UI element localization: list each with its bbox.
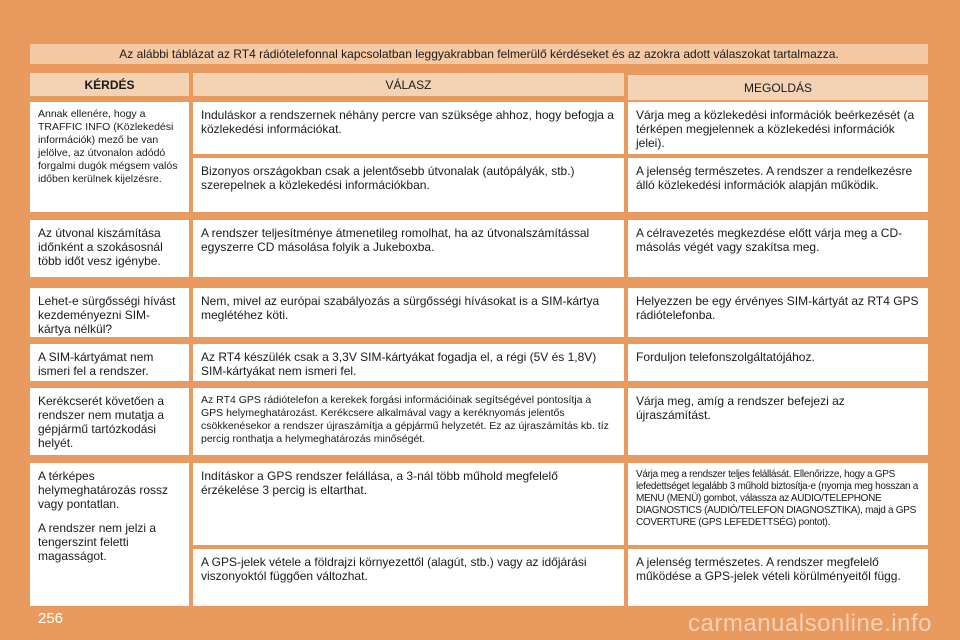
- answer-cell: [193, 344, 624, 381]
- page-number: 256: [38, 610, 64, 627]
- solution-cell: [628, 344, 928, 381]
- question-text: A SIM-kártyámat nem ismeri fel a rendszer.: [38, 350, 154, 378]
- answer-cell: [193, 102, 624, 154]
- solution-text: A célravezetés megkezdése előtt várja meg a CD-másolás végét vagy szakítsa meg.: [636, 226, 903, 254]
- answer-text: Induláskor a rendszernek néhány percre van szüksége ahhoz, hogy befogja a közlekedési információkat.: [201, 108, 614, 136]
- answer-text: Indításkor a GPS rendszer felállása, a 3-nál több műhold megfelelő érzékelése 3 percig is eltarthat.: [201, 469, 558, 497]
- answer-text: Nem, mivel az európai szabályozás a sürgősségi hívásokat is a SIM-kártya meglétéhez köti.: [201, 294, 600, 322]
- question-text: Lehet-e sürgősségi hívást kezdeményezni SIM-kártya nélkül?: [38, 294, 176, 336]
- solution-text: Helyezzen be egy érvényes SIM-kártyát az RT4 GPS rádiótelefonba.: [636, 294, 919, 322]
- solution-text: Várja meg, amíg a rendszer befejezi az újraszámítást.: [636, 394, 845, 422]
- solution-cell: [628, 288, 928, 337]
- answer-cell: [193, 388, 624, 455]
- answer-text: Az RT4 GPS rádiótelefon a kerekek forgási információinak segítségével pontosítja a GPS helymeghatározást. Kerékcsere alkalmával vagy a keréknyomás jelentős csökkenésekor a rendszer újraszámítja a gépjármű helyzetét. Ez az újraszámítás kb. tíz percig ronthatja a helymeghatározás minőségét.: [201, 394, 609, 445]
- question-cell: [30, 463, 189, 606]
- question-text: Annak ellenére, hogy a TRAFFIC INFO (Közlekedési információk) mező be van jelölve, az útvonalon adódó forgalmi dugók mégsem valós időben kerülnek kijelzésre.: [38, 108, 178, 185]
- answer-text: Bizonyos országokban csak a jelentősebb útvonalak (autópályák, stb.) szerepelnek a közlekedési információkban.: [201, 164, 575, 192]
- question-cell: [30, 288, 189, 337]
- answer-cell: [193, 549, 624, 606]
- question-cell: [30, 344, 189, 381]
- question-cell: [30, 102, 189, 212]
- question-text: Kerékcserét követően a rendszer nem mutatja a gépjármű tartózkodási helyét.: [38, 394, 165, 450]
- answer-cell: [193, 158, 624, 212]
- solution-cell: [628, 220, 928, 277]
- watermark-text: carmanualsonline.info: [688, 610, 932, 637]
- solution-text: Forduljon telefonszolgáltatójához.: [636, 350, 815, 364]
- solution-cell: [628, 158, 928, 212]
- solution-cell: [628, 388, 928, 455]
- solution-cell: [628, 549, 928, 606]
- question-text-secondary: A rendszer nem jelzi a tengerszint feletti magasságot.: [38, 521, 157, 563]
- intro-text: Az alábbi táblázat az RT4 rádiótelefonnal kapcsolatban leggyakrabban felmerülő kérdéseket és az azokra adott válaszokat tartalmazza.: [30, 44, 928, 64]
- question-cell: [30, 220, 189, 277]
- header-question: KÉRDÉS: [30, 73, 189, 96]
- question-cell: [30, 388, 189, 455]
- answer-cell: [193, 463, 624, 545]
- solution-cell: [628, 463, 928, 545]
- solution-text: Várja meg a rendszer teljes felállását. Ellenőrizze, hogy a GPS lefedettséget legalább 3 műhold biztosítja-e (nyomja meg hosszan a MENU (MENÜ) gombot, válassza az AUDIO/TELEPHONE DIAGNOSTICS (AUDIÓ/TELEFON DIAGNOSZTIKA), majd a GPS COVERTURE (GPS LEFEDETTSÉG) pontot).: [636, 469, 919, 528]
- answer-text: A rendszer teljesítménye átmenetileg romolhat, ha az útvonalszámítással egyszerre CD másolása folyik a Jukeboxba.: [201, 226, 590, 254]
- solution-cell: [628, 102, 928, 154]
- solution-text: A jelenség természetes. A rendszer a rendelkezésre álló közlekedési információk alapján működik.: [636, 164, 913, 192]
- answer-cell: [193, 220, 624, 277]
- answer-text: Az RT4 készülék csak a 3,3V SIM-kártyákat fogadja el, a régi (5V és 1,8V) SIM-kártyákat nem ismeri fel.: [201, 350, 597, 378]
- solution-text: A jelenség természetes. A rendszer megfelelő működése a GPS-jelek vételi körülményeitől függ.: [636, 555, 901, 583]
- question-text: Az útvonal kiszámítása időnként a szokásosnál több időt vesz igénybe.: [38, 226, 163, 268]
- header-solution: MEGOLDÁS: [628, 75, 928, 100]
- answer-cell: [193, 288, 624, 337]
- header-answer: VÁLASZ: [193, 73, 624, 96]
- question-text: A térképes helymeghatározás rossz vagy pontatlan.: [38, 469, 169, 511]
- solution-text: Várja meg a közlekedési információk beérkezését (a térképen megjelennek a közlekedési információk jelei).: [636, 108, 915, 150]
- answer-text: A GPS-jelek vétele a földrajzi környezettől (alagút, stb.) vagy az időjárási viszonyoktól függően változhat.: [201, 555, 587, 583]
